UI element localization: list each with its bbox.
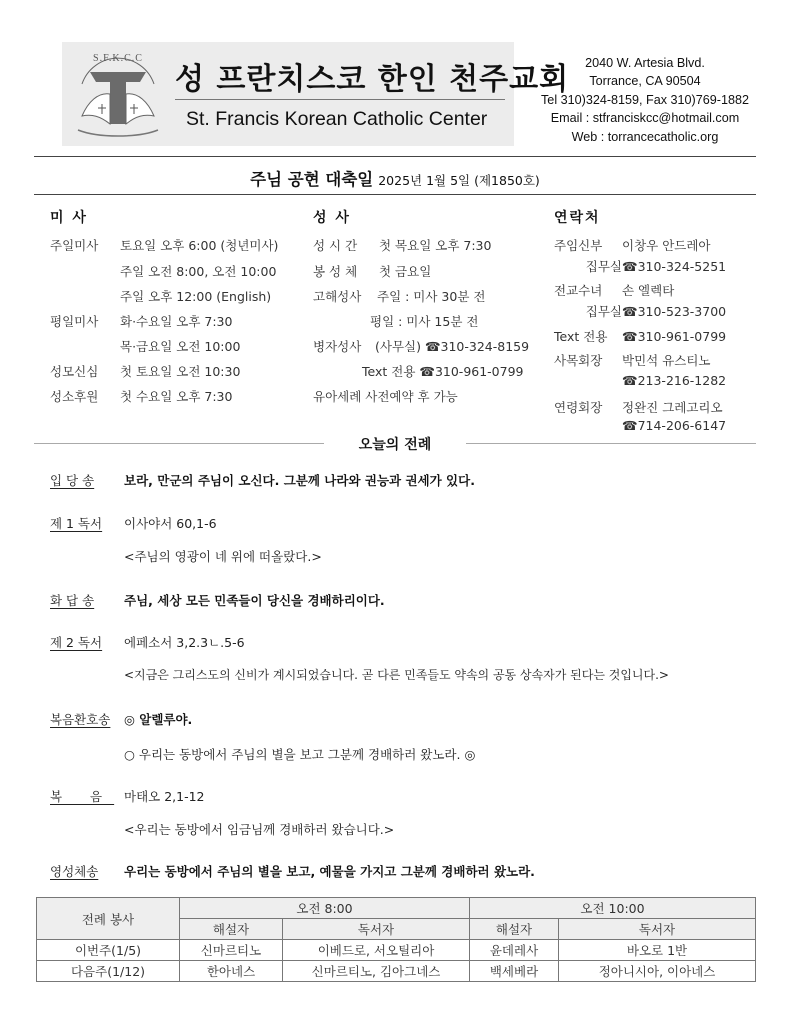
entrance-text: 보라, 만군의 주님이 오신다. 그분께 나라와 권능과 권세가 있다. xyxy=(124,473,475,488)
title-divider xyxy=(175,99,505,100)
alleluia-verse: ○ 우리는 동방에서 주님의 별을 보고 그분께 경배하러 왔노라. ◎ xyxy=(124,747,476,762)
contact-row: 집무실☎310-324-5251 xyxy=(585,259,727,274)
gospel-ref: 마태오 2,1-12 xyxy=(124,789,205,804)
service-schedule-table xyxy=(36,897,756,982)
reading1-ref: 이사야서 60,1-6 xyxy=(124,516,217,531)
sacrament-row: Text 전용 ☎310-961-0799 xyxy=(362,364,524,379)
logo-lettering: S.F.K.C.C xyxy=(93,53,143,64)
feast-name: 주님 공현 대축일 xyxy=(250,170,374,189)
reader-cell: 정아니시아, 이아네스 xyxy=(559,961,756,982)
contact-block xyxy=(522,54,768,146)
feast-heading xyxy=(34,166,756,190)
church-name-english: St. Francis Korean Catholic Center xyxy=(186,108,488,130)
commentator-cell: 한아네스 xyxy=(180,961,283,982)
section-line-right xyxy=(466,443,756,444)
mass-row: 성모신심 첫 토요일 오전 10:30 xyxy=(50,364,241,379)
phone-fax: Tel 310)324-8159, Fax 310)769-1882 xyxy=(541,92,749,107)
communion-text: 우리는 동방에서 주님의 별을 보고, 예물을 가지고 그분께 경배하러 왔노라. xyxy=(124,864,535,879)
mass-row: 주일 오후 12:00 (English) xyxy=(120,289,272,304)
psalm-label: 화 답 송 xyxy=(50,593,95,608)
week-cell: 다음주(1/12) xyxy=(37,961,180,982)
mass-row: 목·금요일 오전 10:00 xyxy=(120,339,241,354)
liturgy-section-header xyxy=(34,433,756,453)
reader-cell: 신마르티노, 김아그네스 xyxy=(283,961,470,982)
corner-cell: 전례 봉사 xyxy=(37,898,180,940)
contact-row: 전교수녀 손 엘렉타 xyxy=(554,283,675,298)
reading2-summary: <지금은 그리스도의 신비가 계시되었습니다. 곧 다른 민족들도 약속의 공동 상속자가 된다는 것입니다.> xyxy=(124,668,669,682)
reading2-ref: 에페소서 3,2.3ㄴ.5-6 xyxy=(124,635,245,650)
alleluia-label: 복음환호송 xyxy=(50,712,111,727)
header-rule-bottom xyxy=(34,194,756,195)
mass1-header: 오전 8:00 xyxy=(180,898,470,919)
commentator-cell: 백세베라 xyxy=(470,961,559,982)
reader-cell: 이베드로, 서오틸리아 xyxy=(283,940,470,961)
gospel-label: 복 음 xyxy=(50,789,115,804)
mass-row: 주일 오전 8:00, 오전 10:00 xyxy=(120,264,277,279)
reader-header: 독서자 xyxy=(283,919,470,940)
address-line1: 2040 W. Artesia Blvd. xyxy=(585,56,705,70)
sacrament-row: 평일 : 미사 15분 전 xyxy=(370,314,479,329)
gospel-summary: <우리는 동방에서 임금님께 경배하러 왔습니다.> xyxy=(124,822,395,837)
church-logo xyxy=(68,44,168,144)
header-rule-top xyxy=(34,156,756,157)
communion-label: 영성체송 xyxy=(50,864,99,879)
sacrament-row: 봉 성 체 첫 금요일 xyxy=(313,264,432,279)
alleluia-text: ◎ 알렐루야. xyxy=(124,712,193,727)
commentator-cell: 신마르티노 xyxy=(180,940,283,961)
address-line2: Torrance, CA 90504 xyxy=(589,74,701,89)
table-header-row xyxy=(37,898,756,919)
reader-header: 독서자 xyxy=(559,919,756,940)
commentator-header: 해설자 xyxy=(180,919,283,940)
sacrament-row: 고해성사 주일 : 미사 30분 전 xyxy=(313,289,486,304)
contact-row: 사목회장 박민석 유스티노 xyxy=(554,353,711,368)
week-cell: 이번주(1/5) xyxy=(37,940,180,961)
reading1-summary: <주님의 영광이 네 위에 떠올랐다.> xyxy=(124,549,322,564)
contact-row: 주임신부 이창우 안드레아 xyxy=(554,238,711,253)
reading1-label: 제 1 독서 xyxy=(50,516,103,531)
church-name-korean: 성 프란치스코 한인 천주교회 xyxy=(175,62,570,97)
contact-row: ☎714-206-6147 xyxy=(622,418,727,433)
table-row xyxy=(37,940,756,961)
email: Email : stfranciskcc@hotmail.com xyxy=(550,111,740,126)
entrance-label: 입 당 송 xyxy=(50,473,95,488)
mass2-header: 오전 10:00 xyxy=(470,898,756,919)
mass-row: 주일미사 토요일 오후 6:00 (청년미사) xyxy=(50,238,279,253)
sacrament-row: 성 시 간 첫 목요일 오후 7:30 xyxy=(313,238,492,253)
mass-row: 성소후원 첫 수요일 오후 7:30 xyxy=(50,389,233,404)
mass-row: 평일미사 화·수요일 오후 7:30 xyxy=(50,314,233,329)
table-row xyxy=(37,961,756,982)
commentator-header: 해설자 xyxy=(470,919,559,940)
commentator-cell: 윤데레사 xyxy=(470,940,559,961)
contact-row: 집무실☎310-523-3700 xyxy=(585,304,727,319)
reading2-label: 제 2 독서 xyxy=(50,635,103,650)
contacts-heading: 연락처 xyxy=(554,210,601,226)
reader-cell: 바오로 1반 xyxy=(559,940,756,961)
sacrament-row: 유아세례 사전예약 후 가능 xyxy=(313,389,458,404)
sacraments-heading: 성 사 xyxy=(313,210,351,226)
liturgy-heading: 오늘의 전례 xyxy=(358,437,432,453)
feast-date: 2025년 1월 5일 (제1850호) xyxy=(378,173,540,188)
mass-heading: 미 사 xyxy=(50,210,88,226)
website: Web : torrancecatholic.org xyxy=(571,129,719,144)
contact-row: 연령회장 정완진 그레고리오 xyxy=(554,400,723,415)
psalm-text: 주님, 세상 모든 민족들이 당신을 경배하리이다. xyxy=(124,593,385,608)
contact-row: Text 전용 ☎310-961-0799 xyxy=(554,329,727,344)
sacrament-row: 병자성사 (사무실) ☎310-324-8159 xyxy=(313,339,530,354)
contact-row: ☎213-216-1282 xyxy=(622,373,727,388)
